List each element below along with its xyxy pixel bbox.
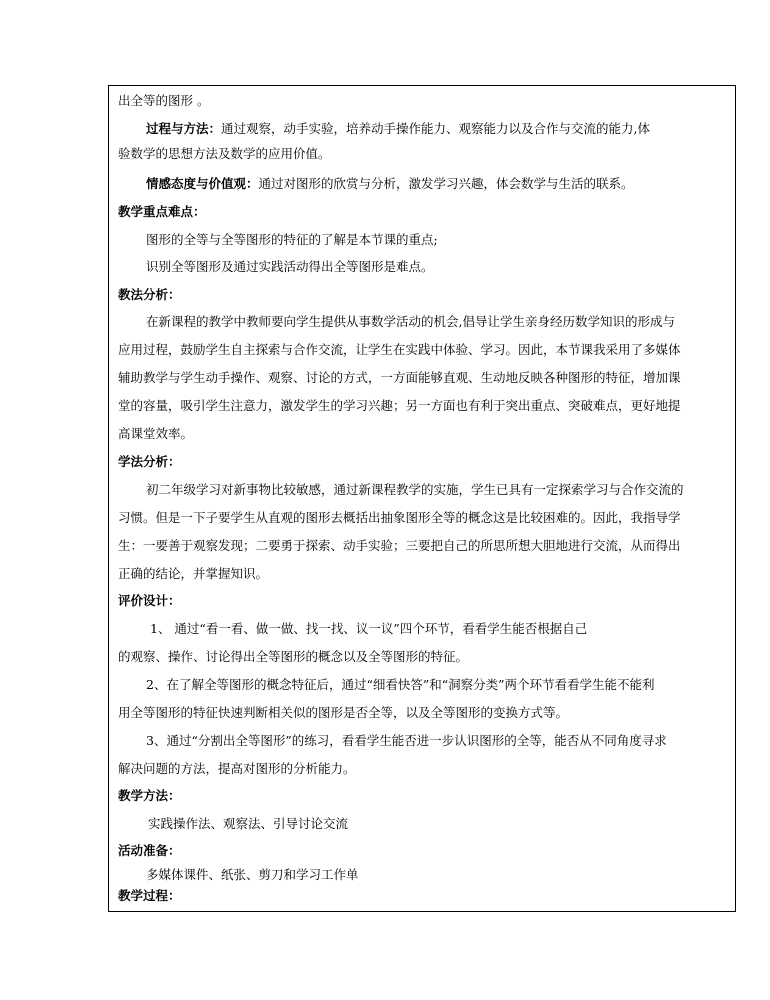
- text-line: [146, 176, 634, 192]
- text-line: 辅助教学与学生动手操作、观察、讨论的方式，一方面能够直观、生动地反映各种图形的特征，增加课: [118, 370, 681, 385]
- section-heading: 评价设计：: [118, 593, 181, 608]
- line-heading: 过程与方法：: [146, 121, 222, 136]
- section-heading: 教法分析：: [118, 287, 181, 302]
- text-line: 解决问题的方法，提高对图形的分析能力。: [118, 761, 356, 776]
- text-line: 图形的全等与全等图形的特征的了解是本节课的重点;: [146, 232, 438, 247]
- line-body: 通过观察，动手实验，培养动手操作能力、观察能力以及合作与交流的能力,体: [221, 121, 650, 136]
- section-heading: 教学过程：: [118, 888, 181, 903]
- text-line: 应用过程，鼓励学生自主探索与合作交流，让学生在实践中体验、学习。因此，本节课我采用了多媒体: [118, 342, 681, 357]
- section-heading: 教学重点难点：: [118, 204, 206, 219]
- text-line: 用全等图形的特征快速判断相关似的图形是否全等，以及全等图形的变换方式等。: [118, 705, 569, 720]
- text-line: 3、通过“分割出全等图形”的练习，看看学生能否进一步认识图形的全等，能否从不同角度寻求: [146, 733, 667, 748]
- text-line: 出全等的图形 。: [118, 93, 210, 108]
- text-line: 初二年级学习对新事物比较敏感，通过新课程教学的实施，学生已具有一定探索学习与合作交流的: [146, 482, 684, 497]
- text-line: 多媒体课件、纸张、剪刀和学习工作单: [146, 867, 359, 882]
- line-body: 通过对图形的欣赏与分析，激发学习兴趣，体会数学与生活的联系。: [258, 176, 634, 191]
- text-line: 生：一要善于观察发现；二要勇于探索、动手实验；三要把自己的所思所想大胆地进行交流，从而得出: [118, 538, 681, 553]
- text-line: 习惯。但是一下子要学生从直观的图形去概括出抽象图形全等的概念这是比较困难的。因此，我指导学: [118, 510, 681, 525]
- text-line: 的观察、操作、讨论得出全等图形的概念以及全等图形的特征。: [118, 649, 469, 664]
- section-heading: 活动准备：: [118, 843, 181, 858]
- text-line: 实践操作法、观察法、引导讨论交流: [148, 816, 349, 831]
- text-line: 1、 通过“看一看、做一做、找一找、议一议”四个环节，看看学生能否根据自己: [150, 621, 588, 636]
- section-heading: 教学方法：: [118, 788, 181, 803]
- section-heading: 学法分析：: [118, 454, 181, 469]
- line-heading: 情感态度与价值观：: [146, 176, 259, 191]
- text-line: 验数学的思想方法及数学的应用价值。: [118, 146, 331, 161]
- text-line: 2、在了解全等图形的概念特征后，通过“细看快答”和“洞察分类”两个环节看看学生能不能利: [146, 677, 655, 692]
- text-line: 堂的容量，吸引学生注意力，激发学生的学习兴趣；另一方面也有利于突出重点、突破难点，更好地提: [118, 398, 681, 413]
- text-line: 在新课程的教学中教师要向学生提供从事数学活动的机会,倡导让学生亲身经历数学知识的形成与: [146, 314, 675, 329]
- text-line: [146, 121, 650, 137]
- text-line: 识别全等图形及通过实践活动得出全等图形是难点。: [146, 259, 434, 274]
- text-line: 正确的结论，并掌握知识。: [118, 566, 269, 581]
- text-line: 高课堂效率。: [118, 426, 194, 441]
